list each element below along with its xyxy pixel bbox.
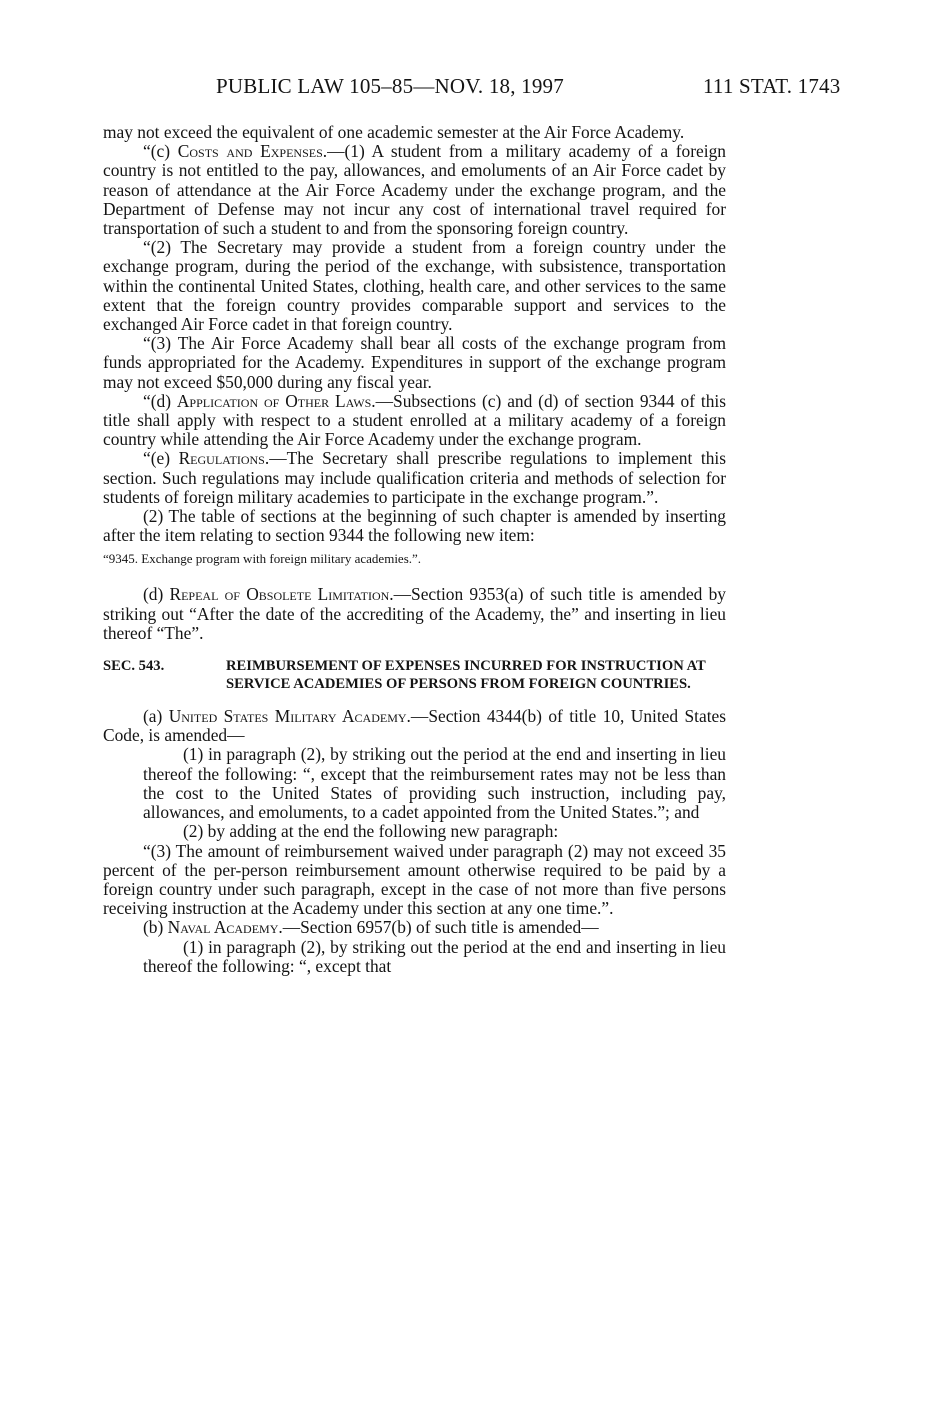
paragraph-costs-and-expenses (103, 142, 726, 238)
paragraph-lead: (d) (143, 584, 170, 605)
paragraph-lead: “(c) (143, 141, 178, 162)
section-number: SEC. 543. (103, 658, 165, 675)
section-heading (103, 657, 726, 693)
paragraph-heading: Application of Other Laws. (176, 390, 376, 411)
paragraph-lead: “(d) (143, 390, 177, 411)
table-of-sections-item: “9345. Exchange program with foreign military academies.”. (103, 551, 422, 567)
paragraph-heading: Costs and Expenses. (177, 141, 328, 162)
paragraph-heading: United States Military Academy. (168, 706, 411, 727)
paragraph-indented: (1) in paragraph (2), by striking out the period at the end and inserting in lieu thereof the following: “, except that the reimbursement rates may not be less than the cost to the United States of providing such instruction, including pay, allowances, and emoluments, to a cadet appointed from the United States.”; and (143, 744, 726, 823)
section-title: REIMBURSEMENT OF EXPENSES INCURRED FOR INSTRUCTION AT SERVICE ACADEMIES OF PERSONS FROM FOREIGN COUNTRIES. (226, 658, 706, 693)
paragraph-heading: Regulations. (178, 448, 270, 469)
paragraph-text: —Subsections (c) and (d) of section 9344 of this title shall apply with respect to a student enrolled at a military academy of a foreign country while attending the Air Force Academy under the exchange program. (103, 390, 726, 450)
paragraph-indented: (1) in paragraph (2), by striking out the period at the end and inserting in lieu thereof the following: “, except that (143, 936, 726, 976)
paragraph-regulations (103, 449, 726, 507)
paragraph-repeal-of-obsolete-limitation (103, 585, 726, 643)
paragraph: “(3) The Air Force Academy shall bear all costs of the exchange program from funds appropriated for the Academy. Expenditures in support of the exchange program may not exceed $50,000 during any fiscal year. (103, 333, 726, 392)
paragraph-text: —Section 6957(b) of such title is amended— (282, 917, 599, 938)
running-header-stat-page: 111 STAT. 1743 (703, 74, 841, 98)
paragraph-lead: (a) (143, 706, 169, 727)
paragraph-lead: “(e) (143, 448, 179, 469)
paragraph-naval-academy (103, 918, 726, 937)
paragraph-us-military-academy (103, 707, 726, 745)
paragraph: (2) The table of sections at the beginning of such chapter is amended by inserting after the item relating to section 9344 the following new item: (103, 506, 726, 546)
paragraph-text: —Section 4344(b) of title 10, United States Code, is amended— (103, 706, 727, 746)
paragraph: “(3) The amount of reimbursement waived under paragraph (2) may not exceed 35 percent of the per-person reimbursement amount otherwise required to be paid by a foreign country under such paragraph, except in the case of not more than five persons receiving instruction at the Academy under this section at any one time.”. (103, 840, 726, 919)
paragraph-text: —(1) A student from a military academy of a foreign country is not entitled to the pay, allowances, and emoluments of an Air Force cadet by reason of attendance at the Air Force Academy under the exchange program, and the Department of Defense may not incur any cost of international travel required for transportation of such a student to and from the sponsoring foreign country. (103, 141, 726, 239)
paragraph: “(2) The Secretary may provide a student from a foreign country under the exchange program, during the period of the exchange, with subsistence, transportation within the continental United States, clothing, health care, and other services to the same extent that the foreign country provides comparable support and services to the exchanged Air Force cadet in that foreign country. (103, 237, 726, 335)
paragraph-application-of-other-laws (103, 392, 726, 450)
paragraph-indented: (2) by adding at the end the following new paragraph: (183, 821, 559, 842)
paragraph-heading: Naval Academy. (167, 917, 283, 938)
paragraph-text: —The Secretary shall prescribe regulations to implement this section. Such regulations may include qualification criteria and methods of selection for students of foreign military academies to participate in the exchange program.”. (103, 448, 726, 507)
running-header-citation: PUBLIC LAW 105–85—NOV. 18, 1997 (216, 74, 564, 98)
paragraph: may not exceed the equivalent of one academic semester at the Air Force Academy. (103, 122, 685, 142)
body-text (103, 123, 726, 976)
paragraph-lead: (b) (143, 917, 168, 938)
paragraph-text: —Section 9353(a) of such title is amended by striking out “After the date of the accrediting of the Academy, the” and inserting in lieu thereof “The”. (103, 584, 726, 643)
paragraph-heading: Repeal of Obsolete Limitation. (169, 584, 394, 605)
